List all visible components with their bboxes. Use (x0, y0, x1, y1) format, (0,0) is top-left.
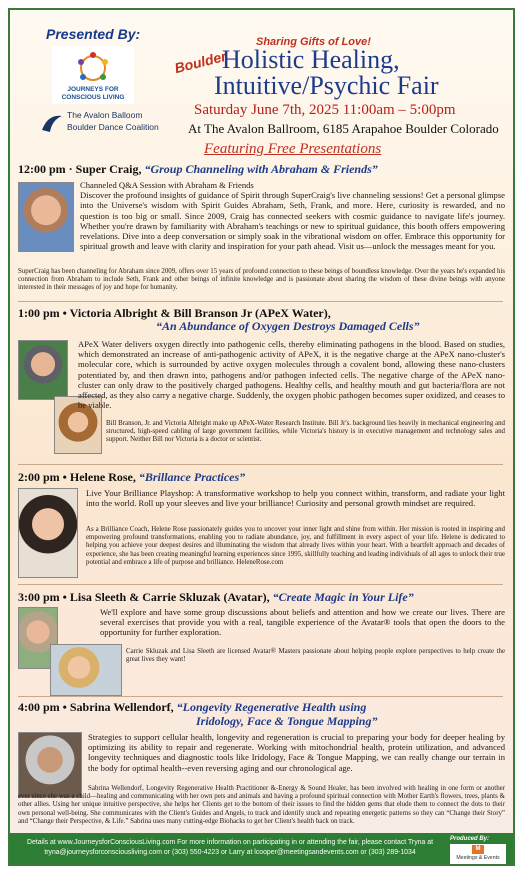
fair-title-line-2: Intuitive/Psychic Fair (214, 71, 439, 100)
people-circle-icon (62, 50, 124, 86)
tagline: Sharing Gifts of Love! (256, 36, 371, 48)
slot-2-time: 1:00 pm • Victoria Albright & Bill Branson Jr (APeX Water), (18, 306, 331, 320)
produced-by: Produced By: (450, 836, 490, 842)
balloom-line-2: Boulder Dance Coalition (67, 122, 159, 132)
slot-1-title: “Group Channeling with Abraham & Friends” (144, 162, 378, 176)
slot-1-description: Channeled Q&A Session with Abraham & Friends Discover the profound insights of guidance of Spirit through SuperCraig's live channeling sessions! Get a personal glimpse into the Universe's wisdom with Spirit Guides Abraham, Seth, Frank, and more. Here, curiosity is rewarded, and no question is too big or small. Since 2009, Craig has connected seekers with cosmic guidance to navigate life's journey. Whether you're drawn by familiarity with Abraham's teachings or new to spiritual guidance, this booth offers empowering revelations. Dive into a deep conversation or simply soak in the vibrational wisdom on offer. Embrace this opportunity for spiritual growth and leave with clarity and inspiration for your path ahead. Visit us—unlock the messages meant for you. (80, 180, 505, 252)
slot-3-time: 2:00 pm • Helene Rose, (18, 470, 139, 484)
fair-title-line-1: Holistic Healing, (222, 45, 400, 74)
slot-4-title: “Create Magic in Your Life” (272, 590, 414, 604)
carrie-skluzak-photo (50, 644, 122, 696)
flyer (8, 8, 515, 866)
slot-1-time: 12:00 pm · Super Craig, (18, 162, 145, 176)
footer-contact-text (18, 838, 442, 857)
slot-5-bio: Sabrina Wellendorf, Longevity Regenerative Health Practitioner &-Energy & Sound Healer, has been involved with healing in one form or another ever since she was a child—healing and communicating with her own pets and animals and having a profound spiritual connection with Mother Earth's flowers, trees, plants & other allies. Using her unique intuitive perspective, she helps her Clients get to the bottom of their issues to find the hidden gems that elude them to connect the dots to their own personal well-being. She communicates with the Client's Guides and Angels, to track and identify stuck and repeating energetic patterns so they can “Change their Story” and “Change their Perspective, & Life.” Sabrina uses many cutting-edge Biohacks to get her Client's health back on track. (18, 785, 505, 825)
slot-5-description: Strategies to support cellular health, longevity and regeneration is crucial to preparing your body for deeper healing by optimizing its ability to repair and regenerate. Working with mitochondrial health, protein utilization, and advanced longevity techniques and diagnostic tools like Iridology, Face & Tongue Mapping, we can really change our terrain in the body for optimal health--even reversing aging and our chronological age. (88, 732, 505, 773)
slot-2-description: APeX Water delivers oxygen directly into pathogenic cells, thereby eliminating pathogens in the blood. Based on studies, which demonstrated an increase of anti-pathogenic activity of APeX, it is the negative charge at the APeX nano-cluster's molecular core, which is surrounded by active oxygen molecules through a covalent bond, allowing these nano-clusters potentiated by, and then drawn into, pathogens and/or pathogen infected cells. The negative charge of the APeX nano-cluster can only draw to the positively charged pathogens. Healthy cells, and healthy mouth and gut bacteria/flora are not affected, as they also carry a negative charge. Suddenly, the oxygen phobic pathogen becomes super oxidized, and ceases to be viable. (78, 339, 505, 411)
slot-5-time: 4:00 pm • Sabrina Wellendorf, (18, 700, 177, 714)
slot-5-title: “Longevity Regenerative Health using (176, 700, 367, 714)
slot-5-title-2: Iridology, Face & Tongue Mapping” (196, 714, 378, 728)
event-venue: At The Avalon Ballroom, 6185 Arapahoe Boulder Colorado (188, 121, 499, 136)
slot-3-bio: As a Brilliance Coach, Helene Rose passionately guides you to uncover your inner light and shine from within. Her mission is rooted in inspiring and empowering profound transformations, enabling you to radiate abundance, joy, and fulfillment in every aspect of your life. Helene is dedicated to helping you achieve your deepest desires and illuminating the wisdom that already lives within your heart. With a heartfelt approach and decades of experience, she has been creating meaningful learning experiences since 1995, skillfully teaching and leading individuals of all ages to unlock their true potential and embrace a life of purpose and brilliance. HeleneRose.com (86, 526, 505, 566)
presented-by: Presented By: (46, 26, 141, 42)
slot-2-title: “An Abundance of Oxygen Destroys Damaged Cells” (156, 319, 420, 333)
logo-text: JOURNEYS FOR CONSCIOUS LIVING (61, 86, 125, 101)
slot-5-title-line-2 (196, 714, 377, 729)
event-date: Saturday June 7th, 2025 11:00am – 5:00pm (194, 102, 456, 118)
city-label: Boulder (172, 47, 229, 77)
divider (18, 464, 503, 465)
divider (18, 584, 503, 585)
slot-5-heading (18, 700, 366, 715)
slot-4-heading (18, 590, 414, 605)
slot-1-bio: SuperCraig has been channeling for Abraham since 2009, offers over 15 years of profound connection to these beings of boundless knowledge. Over the years he's expanded his connection from Abraham to include Seth, Frank and other beings of infinite knowledge and is passionate about sharing the wisdom of these divine beings with anyone interested in their messages of joy and hope for humanity. (18, 268, 505, 292)
featuring-heading: Featuring Free Presentations (204, 141, 382, 157)
super-craig-photo (18, 182, 74, 252)
meetings-events-logo (450, 844, 506, 864)
helene-rose-photo (18, 488, 78, 578)
me-logo-icon: M (472, 845, 484, 854)
dancer-swoosh-icon (40, 112, 64, 134)
footer-line-1: Details at www.JourneysforConsciousLiving.com For more information on participating in or attending the fair, please contact Tryna at (27, 839, 433, 846)
balloom-line-1: The Avalon Balloom (67, 110, 143, 120)
slot-4-bio: Carrie Skluzak and Lisa Sleeth are licensed Avatar® Masters passionate about helping people explore perspectives to help create the great lives they want! (126, 648, 505, 664)
slot-4-time: 3:00 pm • Lisa Sleeth & Carrie Skluzak (Avatar), (18, 590, 273, 604)
slot-2-bio: Bill Branson, Jr. and Victoria Albright make up APeX-Water Research Institute. Bill Jr's. background lies heavily in mechanical engineering and structured, high-speed cabling of large government facilities, while Victoria's history is in executive management and technology sales and support. Neither Bill nor Victoria is a doctor or scientist. (106, 420, 505, 444)
divider (18, 696, 503, 697)
contact-footer (10, 833, 513, 866)
me-logo-text: Meetings & Events (456, 855, 500, 861)
slot-3-heading (18, 470, 245, 485)
slot-4-description: We'll explore and have some group discussions about beliefs and attention and how we create our lives. There are several exercises that provide you with a real, tangible experience of the Avatar® tools that open the doors to the opportunity for further exploration. (100, 607, 505, 638)
divider (18, 301, 503, 302)
avalon-balloom-logo (40, 109, 160, 137)
flyer-header (10, 10, 513, 140)
slot-3-title: “Brillance Practices” (138, 470, 246, 484)
bill-branson-photo (18, 340, 68, 400)
journeys-logo (52, 46, 134, 104)
slot-3-description: Live Your Brilliance Playshop: A transformative workshop to help you connect within, transform, and radiate your light into the world. Roll up your sleeves and live your brilliance! Curiosity and personal growth mindset are required. (86, 488, 505, 509)
slot-1-heading (18, 162, 378, 177)
slot-2-title-line (156, 319, 420, 334)
balloom-text (67, 109, 159, 133)
footer-line-2: tryna@journeysforconsciousliving.com or (303) 550-4223 or Larry at lcooper@meetingsandevents.com or (303) 289-1034 (44, 848, 416, 856)
